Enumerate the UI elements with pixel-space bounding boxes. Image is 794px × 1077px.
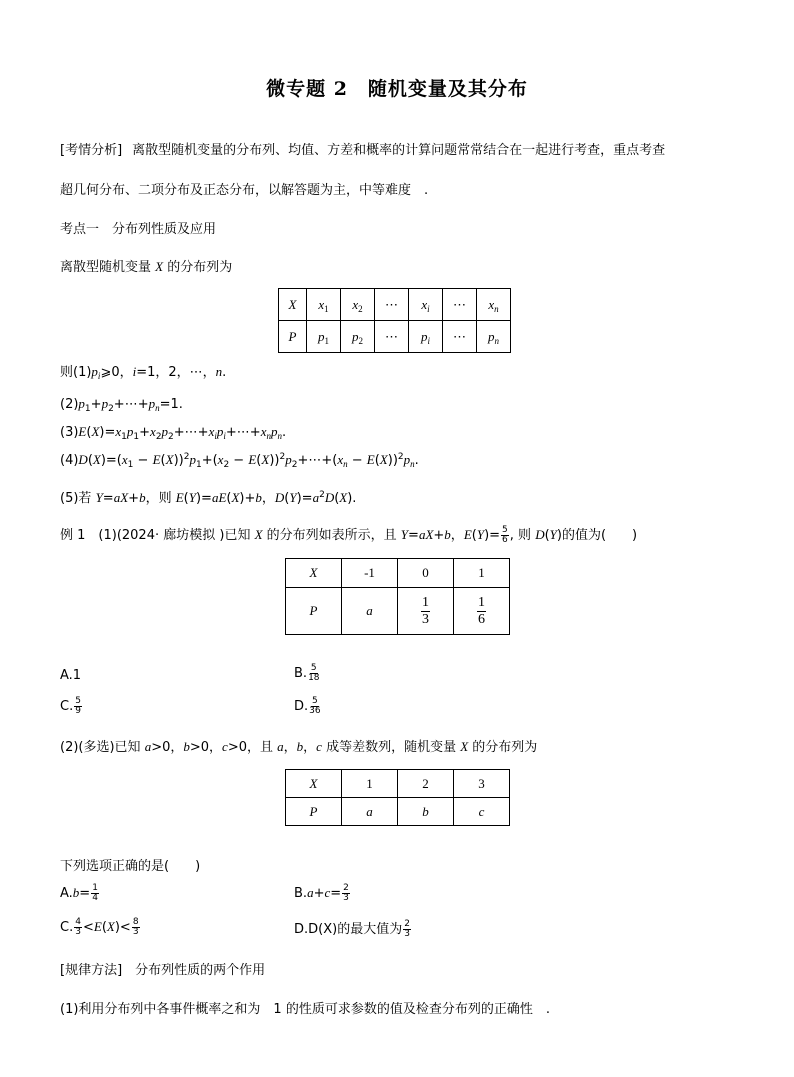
property-5: (5)若 Y=aX+b，则 E(Y)=aE(X)+b，$D(Y)=a^2D(X)$. <box>60 490 357 506</box>
ex2-option-d: D.D(X)的最大值为 $\frac{2}{3}$ <box>294 919 410 939</box>
ex2-x-1: 1 <box>342 770 398 798</box>
property-3: $(3)E(X)=x_1p_1+x_2p_2+\cdots+x_ip_i+\cdots+x_np_n$. <box>60 424 287 442</box>
table1-dots-1: ⋯ <box>375 289 409 321</box>
property-1: 则$(1)p_i⩾0$，i=1，2，⋯，n. <box>60 364 227 381</box>
method-line-1: (1)利用分布列中各事件概率之和为 1 的性质可求参数的值及检查分布列的正确性 . <box>60 1002 550 1017</box>
ex2-p-3: c <box>454 798 510 826</box>
ex1-p-3: $\frac{1}{6}$ <box>454 588 510 635</box>
table1-xi: $x_i$ <box>409 289 443 321</box>
example-1-table <box>285 558 510 635</box>
ex1-option-a: A.1 <box>60 668 82 683</box>
analysis-line-1 <box>60 139 665 158</box>
table1-p1: $p_1$ <box>307 321 341 353</box>
example-2-table <box>285 769 510 826</box>
ex2-option-c: C. $\frac{4}{3}$ <E(X)< $\frac{8}{3}$ <box>60 917 139 937</box>
table1-xn: $x_n$ <box>477 289 511 321</box>
section-heading-kaodian-1: 考点一 分布列性质及应用 <box>60 222 217 237</box>
ey-fraction: $\frac{5}{6}$ <box>502 525 508 545</box>
ex1-option-d: D. $\frac{5}{36}$ <box>294 696 321 716</box>
ex2-option-a: A.b= $\frac{1}{4}$ <box>60 883 98 903</box>
page-title: 微专题 2 随机变量及其分布 <box>266 78 528 100</box>
table1-pn: $p_n$ <box>477 321 511 353</box>
ex2-p-2: b <box>398 798 454 826</box>
ex2-header-p: P <box>286 798 342 826</box>
table1-x2: $x_2$ <box>341 289 375 321</box>
method-heading: [规律方法] 分布列性质的两个作用 <box>60 963 266 978</box>
ex1-option-b: B. $\frac{5}{18}$ <box>294 663 320 683</box>
intro-var: X <box>155 259 164 274</box>
ex1-p-2: $\frac{1}{3}$ <box>398 588 454 635</box>
table1-p2: $p_2$ <box>341 321 375 353</box>
ex2-option-b: B.a+c= $\frac{2}{3}$ <box>294 883 349 903</box>
intro-pre: 离散型随机变量 <box>60 260 152 275</box>
ex2-question: 下列选项正确的是( ) <box>60 859 201 874</box>
ex1-x-1: -1 <box>342 559 398 588</box>
ex2-header-x: X <box>286 770 342 798</box>
analysis-label: [考情分析] <box>60 143 123 158</box>
ex1-x-2: 0 <box>398 559 454 588</box>
analysis-text-1: 离散型随机变量的分布列、均值、方差和概率的计算问题常常结合在一起进行考查，重点考查 <box>132 143 666 158</box>
property-4: $(4)D(X)=(x_1 - E(X))^2p_1+(x_2$ − $E(X))^2p_2+\cdots+(x_n - E(X))^2p_n$. <box>60 452 419 470</box>
ex1-header-p: P <box>286 588 342 635</box>
example-1-stem: 例 1 (1)(2024· 廊坊模拟 )已知 X 的分布列如表所示，且 Y=aX+b，E(Y)= $\frac{5}{6}$ , 则 D(Y)的值为( ) <box>60 525 638 545</box>
ex2-x-3: 3 <box>454 770 510 798</box>
ex1-option-c: C. $\frac{5}{9}$ <box>60 696 81 716</box>
ex1-header-x: X <box>286 559 342 588</box>
ex1-p-1: a <box>342 588 398 635</box>
property-2: $(2)p_1+p_2+\cdots+p_n=1$. <box>60 396 183 414</box>
table1-dots-4: ⋯ <box>443 321 477 353</box>
table1-header-x: X <box>279 289 307 321</box>
table1-dots-3: ⋯ <box>375 321 409 353</box>
analysis-line-2: 超几何分布、二项分布及正态分布，以解答题为主，中等难度 . <box>60 183 429 198</box>
table1-header-p: P <box>279 321 307 353</box>
table1-dots-2: ⋯ <box>443 289 477 321</box>
table1-x1: $x_1$ <box>307 289 341 321</box>
ex1-x-3: 1 <box>454 559 510 588</box>
ex2-p-1: a <box>342 798 398 826</box>
general-distribution-table <box>278 288 511 353</box>
table1-pi: $p_i$ <box>409 321 443 353</box>
ex2-x-2: 2 <box>398 770 454 798</box>
intro-post: 的分布列为 <box>167 260 233 275</box>
distribution-intro <box>60 256 232 275</box>
example-1-part-2-stem: (2)(多选)已知 a>0，b>0，c>0，且 a，b，c 成等差数列，随机变量 X 的分布列为 <box>60 739 538 755</box>
